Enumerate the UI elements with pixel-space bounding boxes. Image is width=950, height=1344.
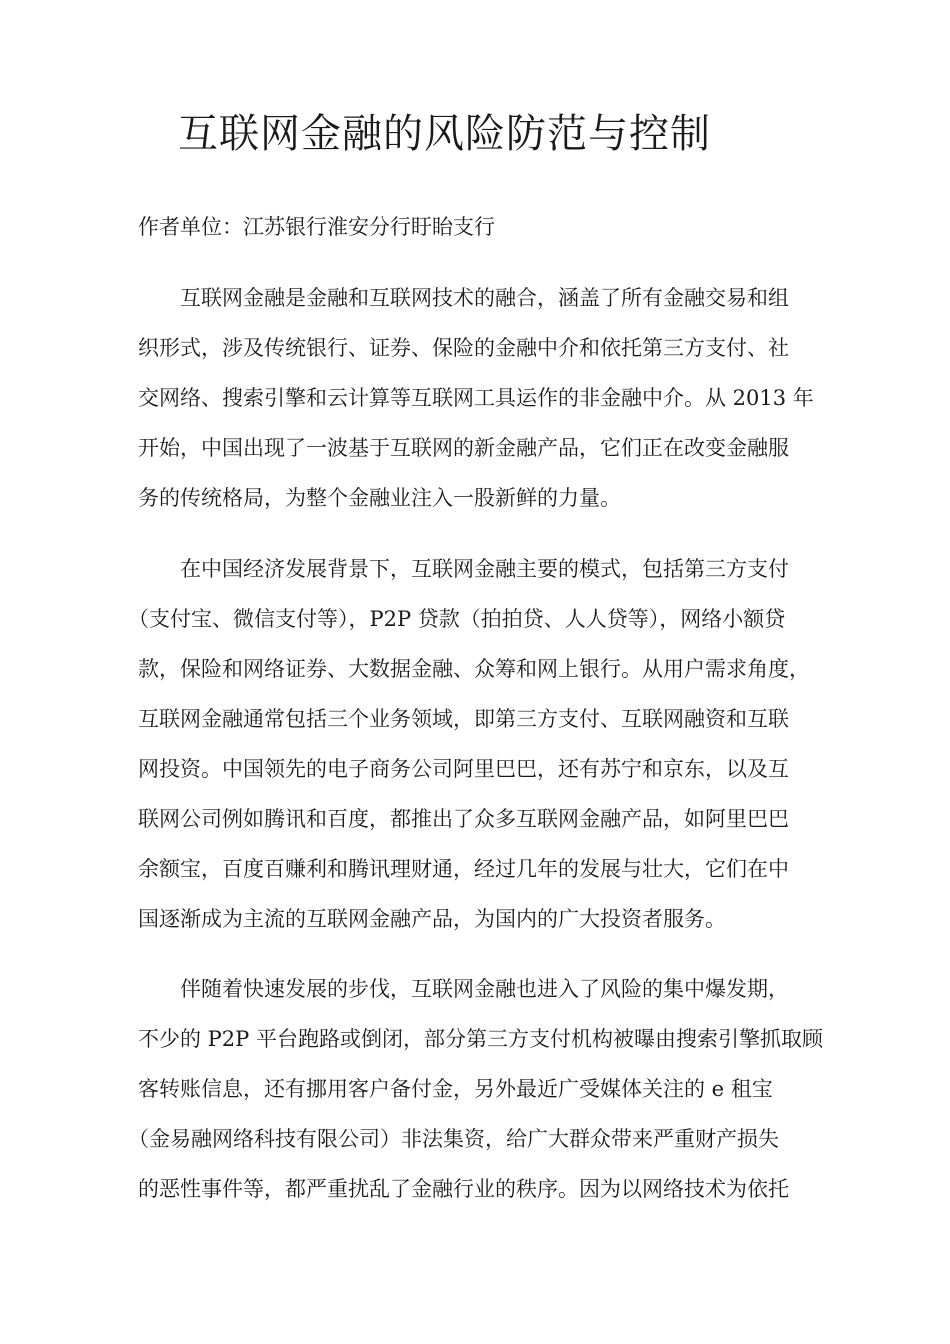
paragraph-1 — [138, 273, 838, 523]
paragraph-line: 客转账信息，还有挪用客户备付金，另外最近广受媒体关注的 e 租宝 — [138, 1077, 773, 1101]
paragraph-line: 务的传统格局，为整个金融业注入一股新鲜的力量。 — [138, 486, 621, 510]
paragraph-line: 不少的 P2P 平台跑路或倒闭，部分第三方支付机构被曝由搜索引擎抓取顾 — [138, 1027, 823, 1051]
paragraph-line: 交网络、搜索引擎和云计算等互联网工具运作的非金融中介。从 2013 年 — [138, 386, 814, 410]
paragraph-line: 互联网金融是金融和互联网技术的融合，涵盖了所有金融交易和组 — [180, 286, 789, 310]
paragraph-line: （金易融网络科技有限公司）非法集资，给广大群众带来严重财产损失 — [128, 1127, 779, 1151]
paragraph-line: 款，保险和网络证券、大数据金融、众筹和网上银行。从用户需求角度， — [138, 657, 810, 681]
paragraph-line: 的恶性事件等，都严重扰乱了金融行业的秩序。因为以网络技术为依托 — [138, 1177, 789, 1201]
paragraph-line: （支付宝、微信支付等），P2P 贷款（拍拍贷、人人贷等），网络小额贷 — [128, 607, 786, 631]
author-affiliation: 作者单位：江苏银行淮安分行盱眙支行 — [138, 215, 495, 239]
paragraph-line: 开始，中国出现了一波基于互联网的新金融产品，它们正在改变金融服 — [138, 436, 789, 460]
paragraph-line: 网投资。中国领先的电子商务公司阿里巴巴，还有苏宁和京东，以及互 — [138, 757, 789, 781]
paragraph-line: 国逐渐成为主流的互联网金融产品，为国内的广大投资者服务。 — [138, 907, 726, 931]
paragraph-line: 余额宝，百度百赚利和腾讯理财通，经过几年的发展与壮大，它们在中 — [138, 857, 789, 881]
paragraph-line: 织形式，涉及传统银行、证券、保险的金融中介和依托第三方支付、社 — [138, 336, 789, 360]
paragraph-line: 在中国经济发展背景下，互联网金融主要的模式，包括第三方支付 — [180, 557, 789, 581]
paragraph-3 — [128, 964, 838, 1214]
paragraph-line: 互联网金融通常包括三个业务领域，即第三方支付、互联网融资和互联 — [138, 707, 789, 731]
paragraph-line: 联网公司例如腾讯和百度，都推出了众多互联网金融产品，如阿里巴巴 — [138, 807, 789, 831]
paragraph-line: 伴随着快速发展的步伐，互联网金融也进入了风险的集中爆发期， — [180, 977, 789, 1001]
document-title: 互联网金融的风险防范与控制 — [178, 111, 711, 157]
paragraph-2 — [128, 544, 838, 944]
